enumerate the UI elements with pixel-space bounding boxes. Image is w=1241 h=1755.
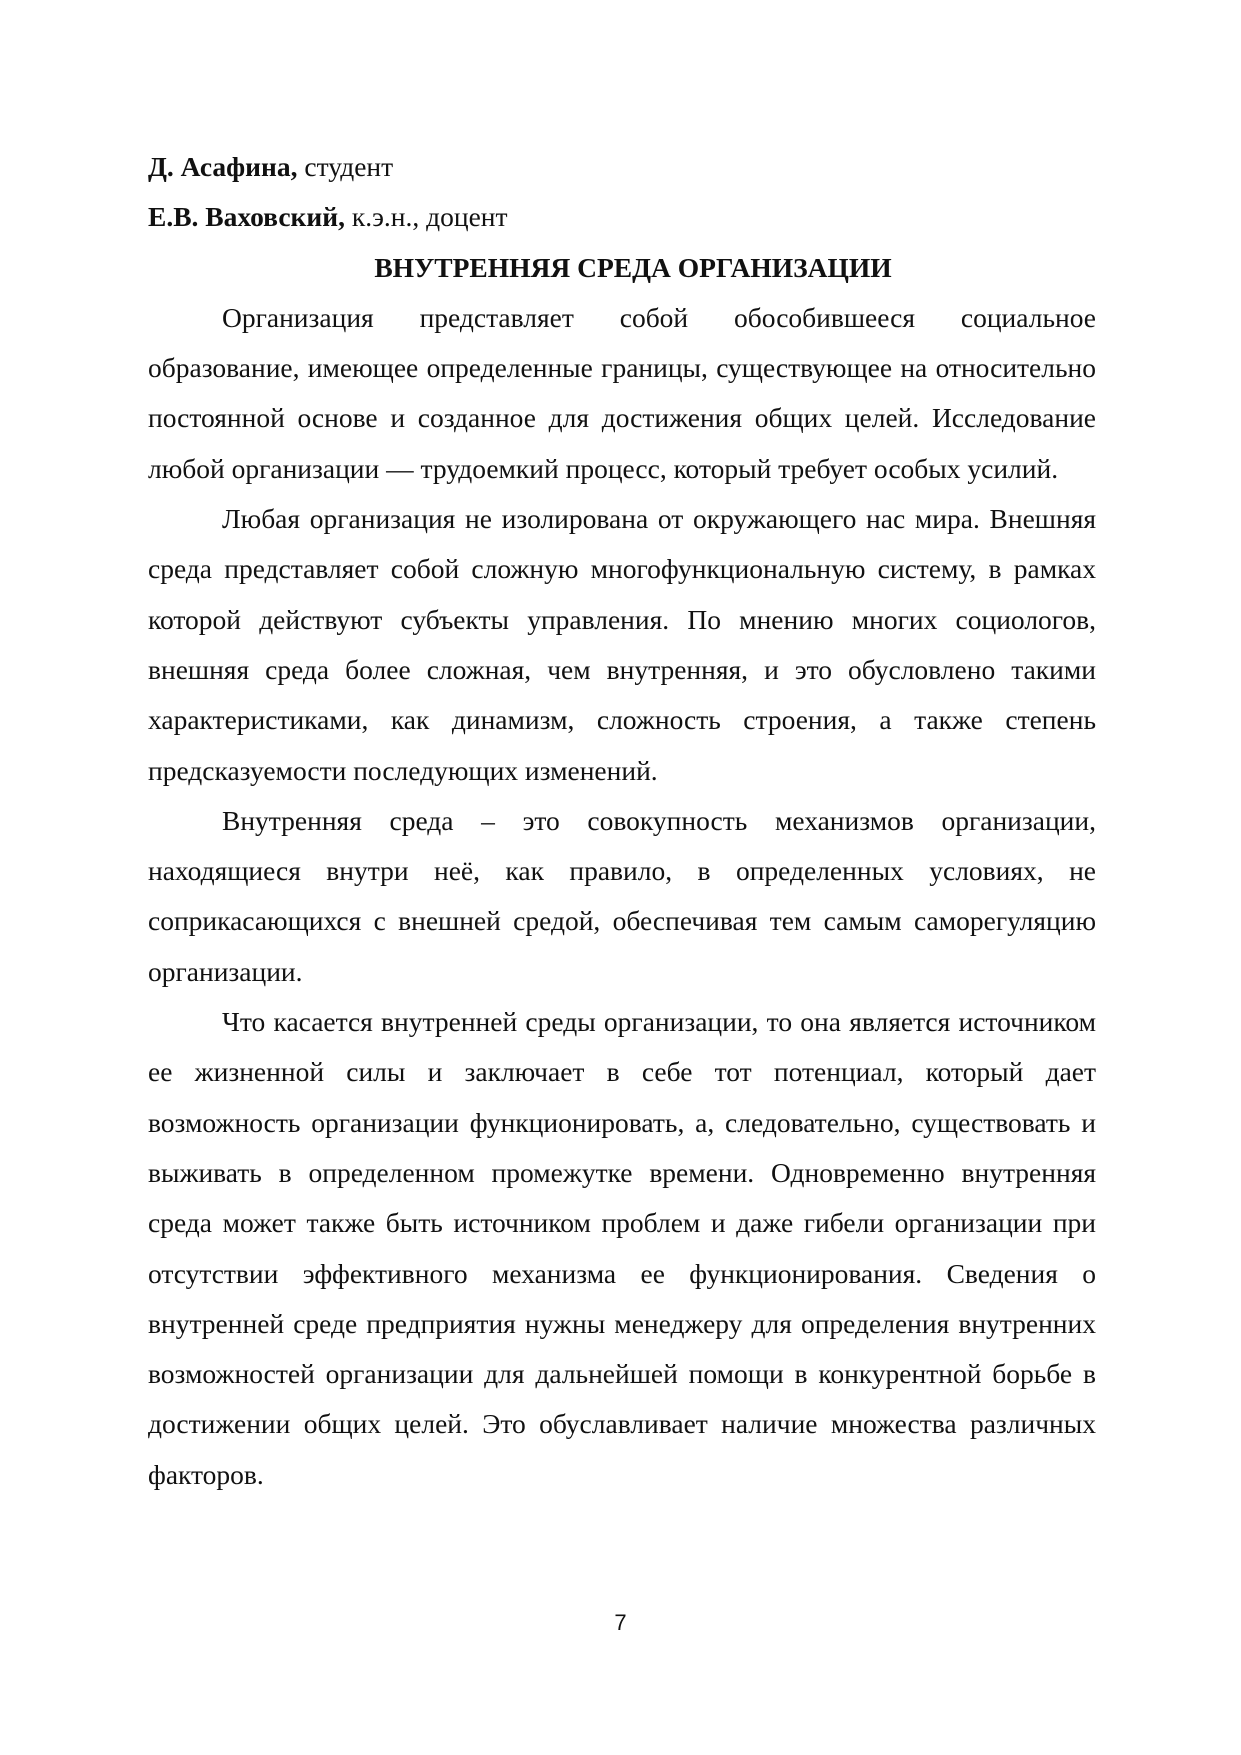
paragraph-3: Внутренняя среда – это совокупность механизмов организации, находящиеся внутри неё, как правило, в определенных условиях, не соприкасающихся с внешней средой, обеспечивая тем самым саморегуляцию организации. [148,804,1096,987]
article-title: ВНУТРЕННЯЯ СРЕДА ОРГАНИЗАЦИИ [374,251,892,283]
author-role: к.э.н., доцент [344,201,508,233]
author-name: Д. Асафина, [148,151,298,182]
page-number: 7 [614,1610,627,1635]
paragraph-2: Любая организация не изолирована от окружающего нас мира. Внешняя среда представляет собой сложную многофункциональную систему, в рамках которой действуют субъекты управления. По мнению многих социологов, внешняя среда более сложная, чем внутренняя, и это обусловлено такими характеристиками, как динамизм, сложность строения, а также степень предсказуемости последующих изменений. [148,503,1096,786]
author-line-2 [148,192,1096,242]
paragraph-4: Что касается внутренней среды организации, то она является источником ее жизненной силы и заключает в себе тот потенциал, который дает возможность организации функционировать, а, следовательно, существовать и выживать в определенном промежутке времени. Одновременно внутренняя среда может также быть источником проблем и даже гибели организации при отсутствии эффективного механизма ее функционирования. Сведения о внутренней среде предприятия нужны менеджеру для определения внутренних возможностей организации для дальнейшей помощи в конкурентной борьбе в достижении общих целей. Это обуславливает наличие множества различных факторов. [148,1006,1096,1490]
author-line-1 [148,142,1096,192]
author-name: Е.В. Ваховский, [148,201,345,233]
author-role: студент [297,151,394,182]
paragraph-1: Организация представляет собой обособившееся социальное образование, имеющее определенные границы, существующее на относительно постоянной основе и созданное для достижения общих целей. Исследование любой организации — трудоемкий процесс, который требует особых усилий. [148,301,1096,484]
article-body [148,142,1096,1500]
